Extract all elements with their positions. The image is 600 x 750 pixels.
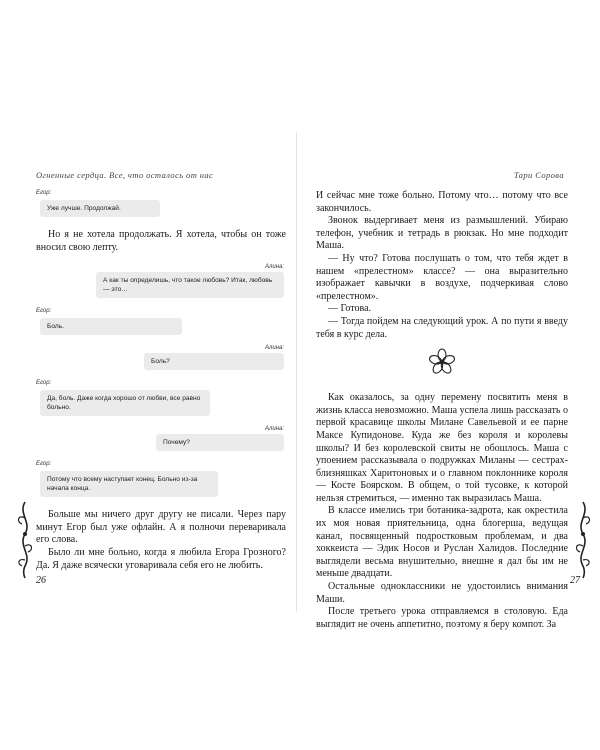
- chat-bubble: Боль?: [144, 353, 284, 370]
- right-page: [300, 132, 588, 630]
- prose-paragraph: Больше мы ничего друг другу не писали. Через пару минут Егор был уже офлайн. А я полночи переваривала его слова.: [36, 509, 286, 546]
- prose-paragraph: Как оказалось, за одну перемену посвятить меня в жизнь класса невозможно. Маша успела лишь рассказать о первой красавице школы Милане Савельевой и ее парне Максе Купидонове. Куда же без короля и королевы школы? И без королевской свиты не обошлось. Маша с упоением рассказывала о подружках Миланы — сестрах-близняшках Харитоновых и о главном поклоннике короля — Косте Боярском. В общем, о той тусовке, к которой нельзя стремиться, — именно так выразилась Маша.: [316, 392, 568, 504]
- vine-ornament-icon: [572, 500, 594, 580]
- running-head-left: Огненные сердца. Все, что осталось от нас: [36, 170, 214, 180]
- chat-speaker: Егор:: [36, 190, 52, 196]
- left-page: [12, 132, 292, 612]
- chat-speaker: Егор:: [36, 461, 52, 468]
- prose-paragraph: И сейчас мне тоже больно. Потому что… потому что все закончилось.: [316, 190, 568, 214]
- book-spread: [0, 132, 600, 630]
- prose-paragraph: — Тогда пойдем на следующий урок. А по пути я введу тебя в курс дела.: [316, 315, 568, 340]
- chat-message: [36, 308, 286, 335]
- vine-ornament-icon: [14, 500, 36, 580]
- prose-paragraph: Звонок выдергивает меня из размышлений. Убираю телефон, учебник и тетрадь в рюкзак. Но мне подходит Маша.: [316, 215, 568, 252]
- chat-bubble: Уже лучше. Продолжай.: [40, 200, 160, 217]
- chat-speaker: Алина:: [264, 264, 284, 271]
- chat-bubble: Да, боль. Даже когда хорошо от любви, все равно больно.: [40, 390, 210, 416]
- prose-paragraph: Но я не хотела продолжать. Я хотела, чтобы он тоже вносил свою лепту.: [36, 229, 286, 253]
- chat-speaker: Егор:: [36, 308, 52, 315]
- chat-message: [36, 461, 286, 497]
- prose-paragraph: После третьего урока отправляемся в столовую. Еда выглядит не очень аппетитно, поэтому я беру компот. За: [316, 606, 568, 630]
- page-number-right: 27: [570, 575, 580, 586]
- chat-bubble: Боль.: [40, 318, 182, 335]
- chat-message: [36, 380, 286, 416]
- chat-bubble: Почему?: [156, 434, 284, 451]
- prose-paragraph: — Ну что? Готова послушать о том, что тебя ждет в нашем «прелестном» классе? — она выразительно изображает кавычки в воздухе, подчеркивая слово «прелестном».: [316, 252, 568, 302]
- chat-log: [36, 190, 286, 572]
- chat-message: [36, 345, 286, 370]
- flower-ornament-icon: [427, 347, 457, 377]
- chat-bubble: Потому что всему наступает конец. Больно из-за начала конца.: [40, 471, 218, 497]
- prose-paragraph: В классе имелись три ботаника-задрота, как окрестила их моя новая приятельница, одна блогерша, ведущая канал, посвященный подростковым проблемам, и два хоккеиста — Эдик Носов и Руслан Халидов. Последние выглядели весьма внушительно, внешне я дал бы им не меньше двадцати.: [316, 505, 568, 580]
- prose-paragraph: Было ли мне больно, когда я любила Егора Грозного? Да. Я даже всячески уговаривала себя его не любить.: [36, 546, 286, 571]
- right-text-block: [316, 190, 568, 631]
- section-break: [316, 347, 568, 382]
- chat-speaker: Егор:: [36, 380, 52, 387]
- prose-block: [36, 509, 286, 572]
- prose-paragraph: Остальные одноклассники не удостоились внимания Маши.: [316, 581, 568, 605]
- chat-message: [36, 264, 286, 298]
- running-head-right: Тари Сорова: [513, 170, 564, 180]
- chat-bubble: А как ты определишь, что такое любовь? Итак, любовь — это…: [96, 272, 284, 298]
- chat-speaker: Алина:: [264, 426, 284, 433]
- chat-message: [36, 190, 286, 217]
- prose-paragraph: — Готова.: [328, 303, 372, 315]
- chat-speaker: Алина:: [264, 345, 284, 352]
- book-spine: [296, 132, 297, 612]
- page-number-left: 26: [36, 575, 46, 586]
- chat-message: [36, 426, 286, 451]
